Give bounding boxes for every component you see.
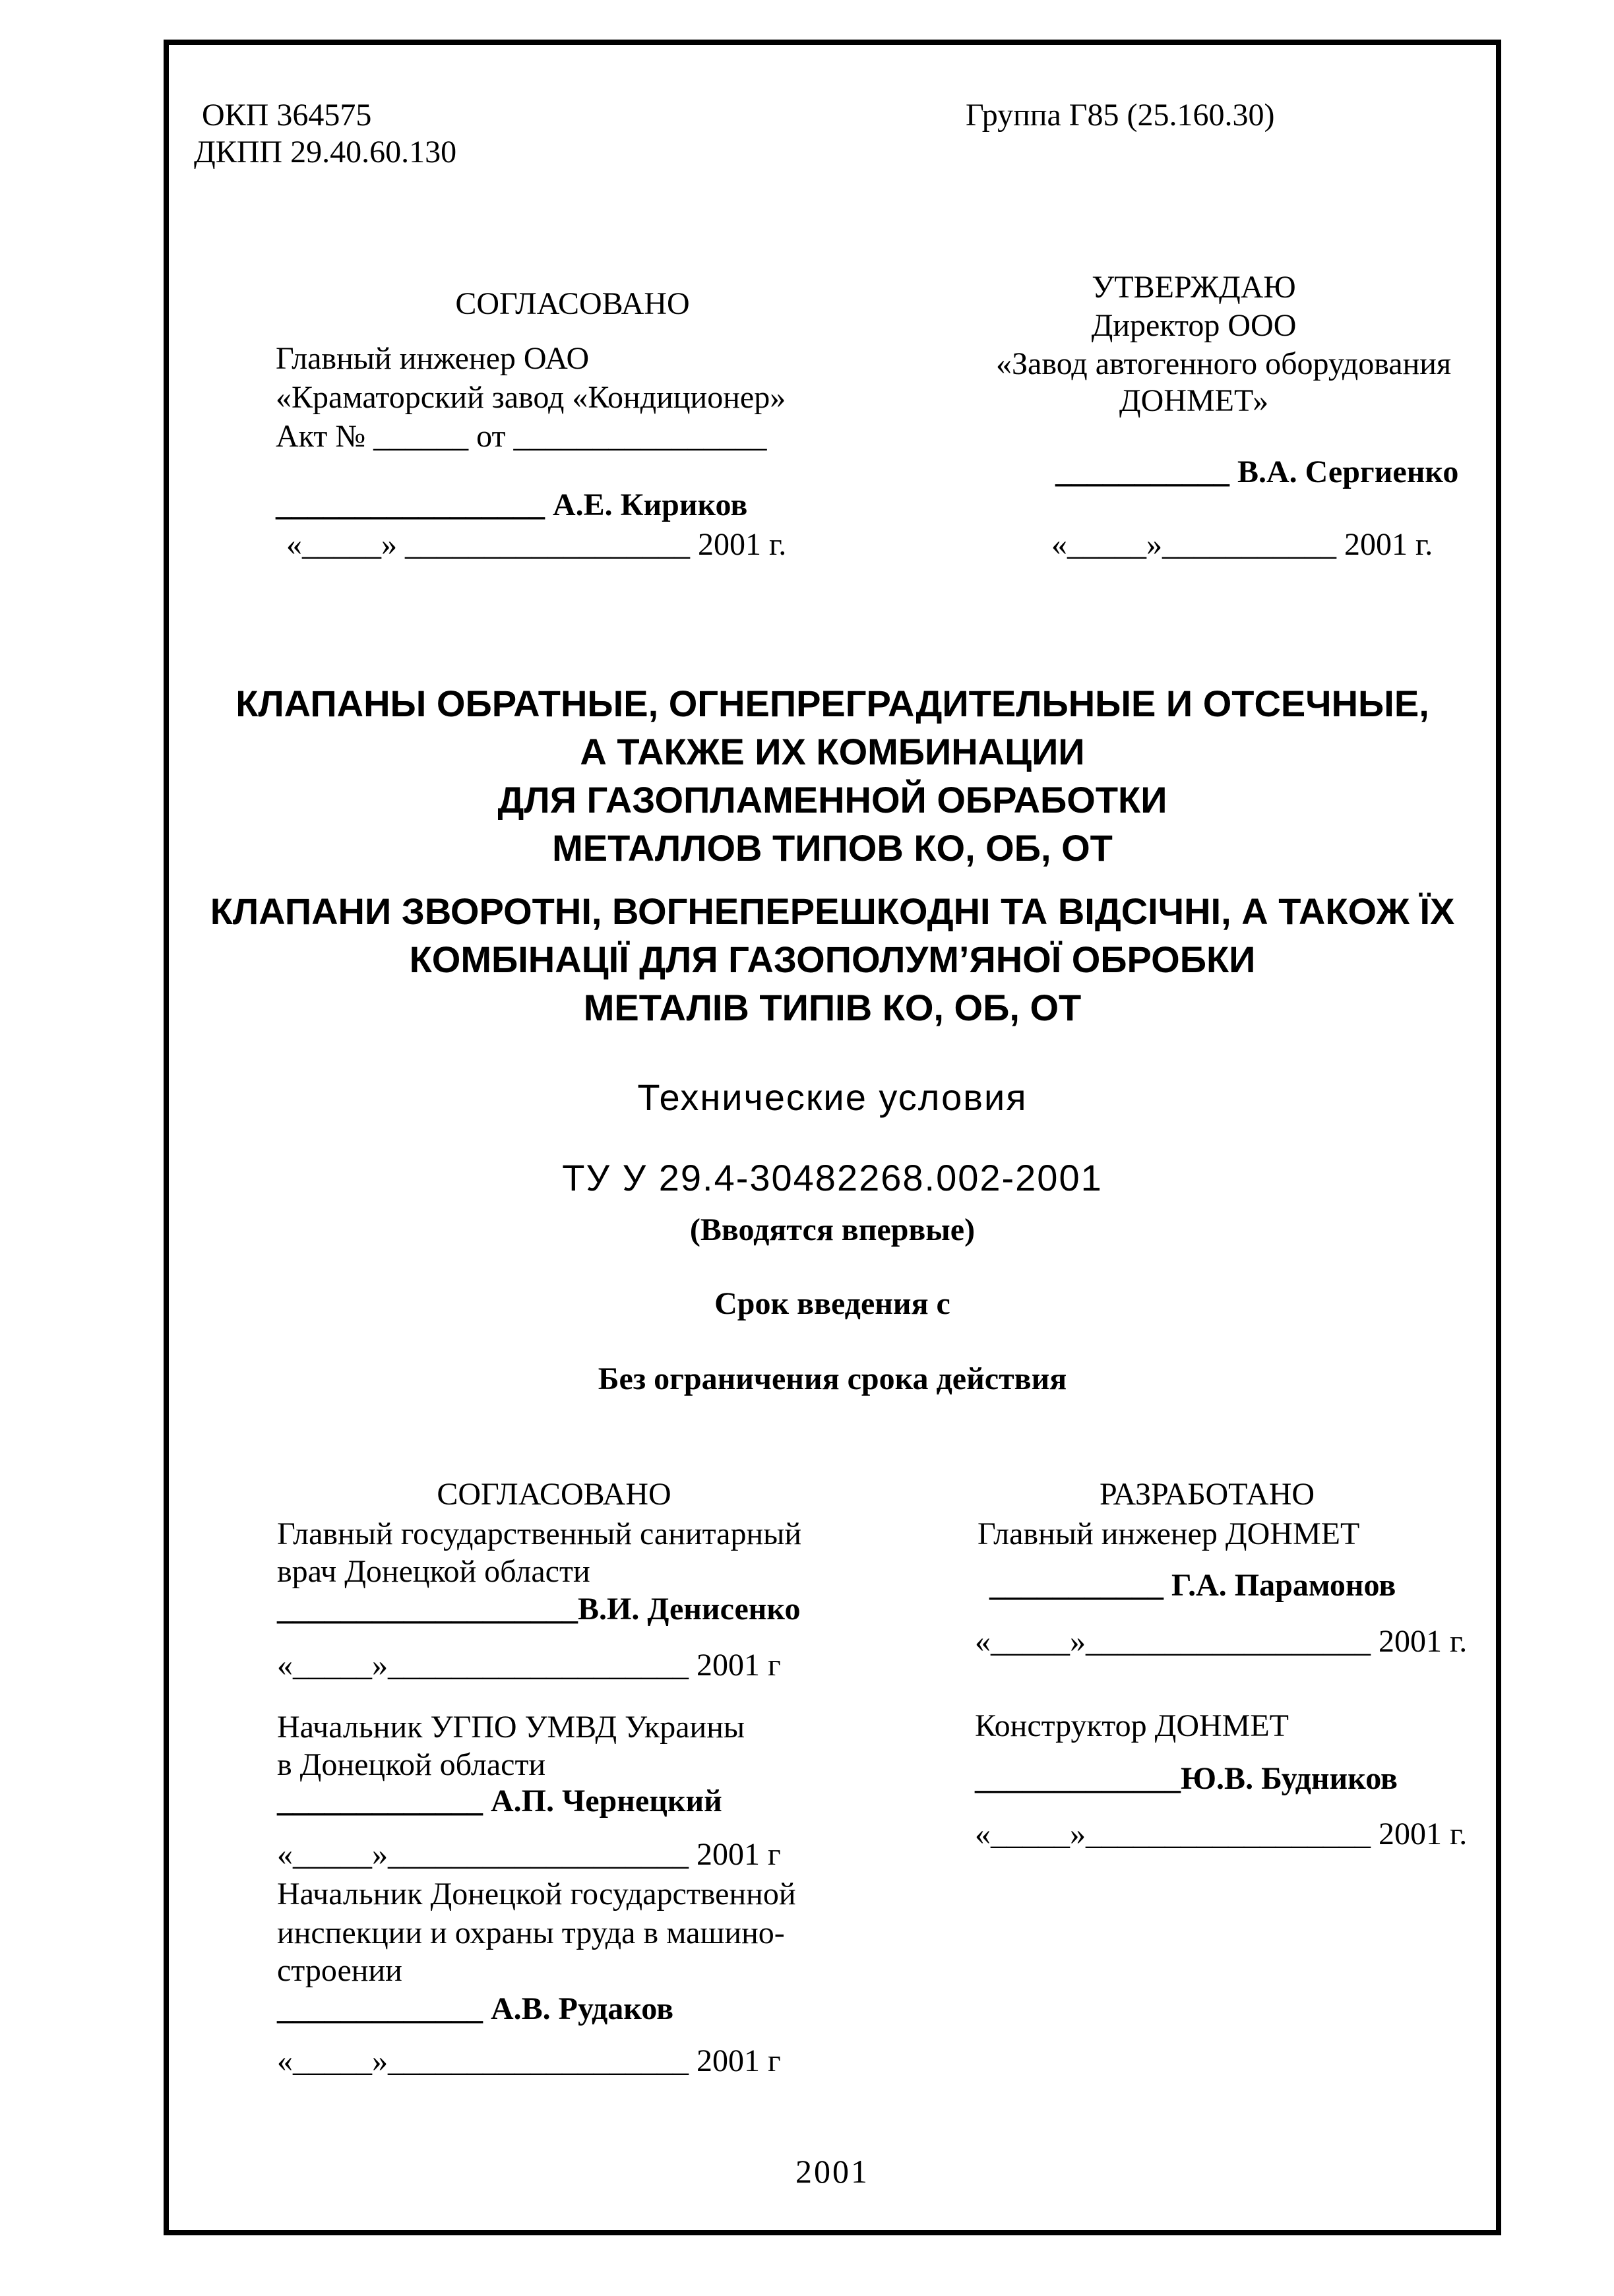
title-uk-line3: МЕТАЛІВ ТИПІВ КО, ОБ, ОТ	[583, 987, 1082, 1028]
title-uk	[164, 887, 1501, 1032]
developed-p1-line1: Главный инженер ДОНМЕТ	[978, 1516, 1360, 1551]
agreed-top-act-line: Акт № ______ от ________________	[276, 419, 767, 454]
agreed-top-signature: _________________ А.Е. Кириков	[276, 487, 748, 522]
approve-heading: УТВЕРЖДАЮ	[1092, 270, 1296, 305]
agreed-bottom-p2-line2: в Донецкой области	[277, 1747, 546, 1782]
title-uk-line2: КОМБІНАЦІЇ ДЛЯ ГАЗОПОЛУМ’ЯНОЇ ОБРОБКИ	[409, 939, 1256, 980]
agreed-bottom-p3-line3: строении	[277, 1953, 402, 1988]
agreed-bottom-p3-line1: Начальник Донецкой государственной	[277, 1877, 796, 1911]
developed-p1-date: «_____»__________________ 2001 г.	[975, 1624, 1468, 1659]
okp-code: ОКП 364575	[202, 98, 372, 133]
agreed-bottom-p3-date: «_____»___________________ 2001 г	[277, 2043, 781, 2078]
agreed-bottom-p3-signature: _____________ А.В. Рудаков	[277, 1991, 674, 2026]
approve-line3: ДОНМЕТ»	[1119, 383, 1269, 418]
developed-p2-date: «_____»__________________ 2001 г.	[975, 1816, 1468, 1851]
agreed-top-line1: Главный инженер ОАО	[276, 341, 590, 376]
agreed-bottom-p1-signature: ___________________В.И. Денисенко	[277, 1592, 801, 1627]
spec-note: (Вводятся впервые)	[689, 1212, 976, 1247]
title-ru-line3: ДЛЯ ГАЗОПЛАМЕННОЙ ОБРАБОТКИ	[497, 779, 1167, 821]
agreed-bottom-p3-line2: инспекции и охраны труда в машино-	[277, 1915, 785, 1950]
spec-intro: Срок введения с	[714, 1286, 950, 1321]
agreed-top-date: «_____» __________________ 2001 г.	[286, 527, 787, 562]
dkpp-code: ДКПП 29.40.60.130	[194, 135, 457, 170]
agreed-bottom-p2-line1: Начальник УГПО УМВД Украины	[277, 1710, 745, 1745]
title-ru-line4: МЕТАЛЛОВ ТИПОВ КО, ОБ, ОТ	[552, 827, 1113, 869]
title-ru-line1: КЛАПАНЫ ОБРАТНЫЕ, ОГНЕПРЕГРАДИТЕЛЬНЫЕ И ОТСЕЧНЫЕ,	[235, 683, 1429, 724]
developed-p2-signature: _____________Ю.В. Будников	[975, 1761, 1398, 1796]
spec-validity: Без ограничения срока действия	[598, 1361, 1067, 1396]
agreed-bottom-p2-date: «_____»___________________ 2001 г	[277, 1837, 781, 1872]
agreed-bottom-p1-line1: Главный государственный санитарный	[277, 1516, 802, 1551]
title-ru-line2: А ТАКЖЕ ИХ КОМБИНАЦИИ	[580, 731, 1085, 772]
title-ru	[164, 679, 1501, 872]
agreed-bottom-p1-line2: врач Донецкой области	[277, 1554, 590, 1589]
agreed-top-heading: СОГЛАСОВАНО	[455, 286, 690, 321]
agreed-bottom-p2-signature: _____________ А.П. Чернецкий	[277, 1784, 722, 1818]
approve-line1: Директор ООО	[1091, 308, 1297, 343]
agreed-bottom-heading: СОГЛАСОВАНО	[437, 1477, 671, 1512]
spec-code: ТУ У 29.4-30482268.002-2001	[562, 1157, 1103, 1198]
approve-line2: «Завод автогенного оборудования	[996, 346, 1452, 381]
title-uk-line1: КЛАПАНИ ЗВОРОТНІ, ВОГНЕПЕРЕШКОДНІ ТА ВІДСІЧНІ, А ТАКОЖ ЇХ	[210, 890, 1455, 932]
developed-p1-signature: ___________ Г.А. Парамонов	[989, 1568, 1396, 1603]
spec-subtitle: Технические условия	[637, 1076, 1028, 1118]
group-code: Группа Г85 (25.160.30)	[966, 98, 1275, 133]
footer-year: 2001	[795, 2153, 869, 2190]
approve-date: «_____»___________ 2001 г.	[1051, 527, 1433, 562]
approve-signature: ___________ В.А. Сергиенко	[1055, 454, 1459, 489]
developed-p2-line1: Конструктор ДОНМЕТ	[975, 1708, 1289, 1743]
agreed-bottom-p1-date: «_____»___________________ 2001 г	[277, 1648, 781, 1683]
developed-heading: РАЗРАБОТАНО	[1099, 1477, 1315, 1512]
agreed-top-line2: «Краматорский завод «Кондиционер»	[276, 380, 786, 415]
